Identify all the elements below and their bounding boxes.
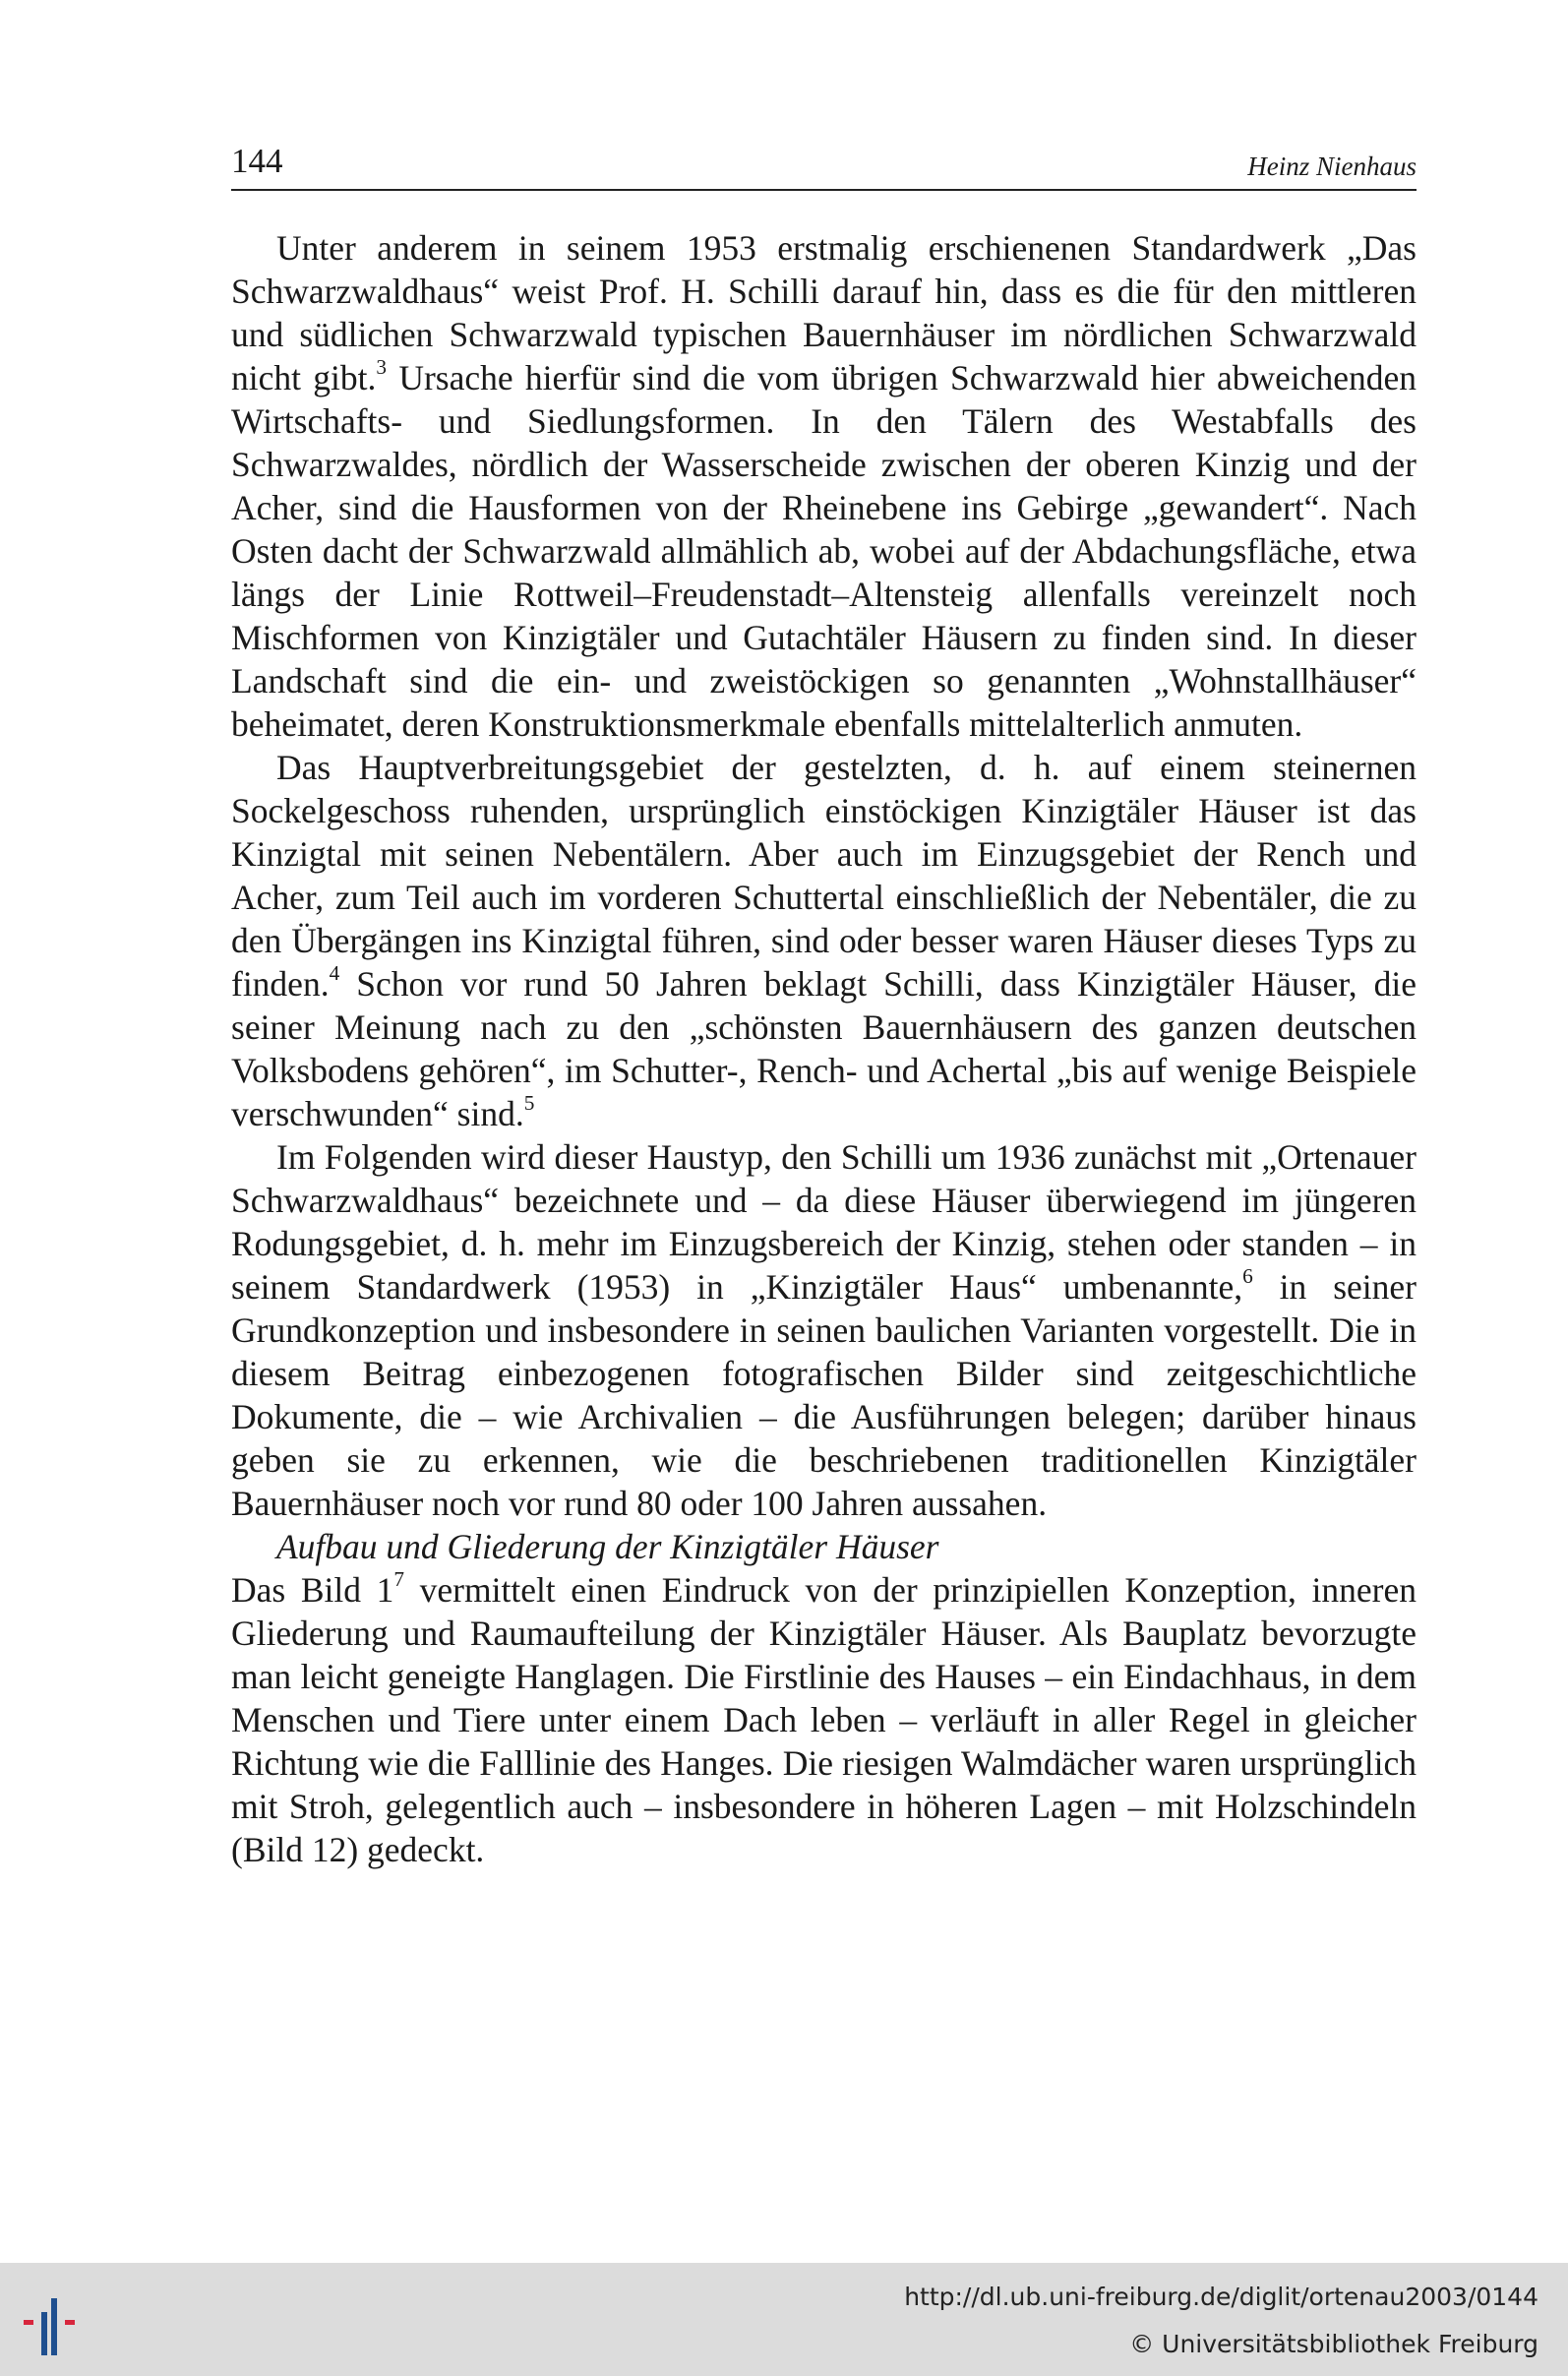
paragraph-1-text-cont: Ursache hierfür sind die vom übrigen Schwarzwald hier abweichenden Wirtschafts- und Siedlungsformen. In den Tälern des Westabfalls des Schwarzwaldes, nördlich der Wasserscheide zwischen der oberen Kinzig und der Acher, sind die Hausformen von der Rheinebene ins Gebirge „gewandert“. Nach Osten dacht der Schwarzwald allmählich ab, wobei auf der Abdachungsfläche, etwa längs der Linie Rottweil–Freudenstadt–Altensteig allenfalls vereinzelt noch Mischformen von Kinzigtäler und Gutachtäler Häusern zu finden sind. In dieser Landschaft sind die ein- und zweistöckigen so genannten „Wohnstallhäuser“ beheimatet, deren Konstruktionsmerkmale ebenfalls mittelalterlich anmuten. — [231, 358, 1417, 744]
permalink-url[interactable]: http://dl.ub.uni-freiburg.de/diglit/ortenau2003/0144 — [904, 2283, 1538, 2311]
footnote-ref-7: 7 — [393, 1567, 405, 1592]
paragraph-2-text-cont: Schon vor rund 50 Jahren beklagt Schilli, dass Kinzigtäler Häuser, die seiner Meinung nach zu den „schönsten Bauernhäusern des ganzen deutschen Volksbodens gehören“, im Schutter-, Rench- und Achertal „bis auf wenige Beispiele verschwunden“ sind. — [231, 964, 1417, 1133]
paragraph-2-text: Das Hauptverbreitungsgebiet der gestelzten, d. h. auf einem steinernen Sockelgeschoss ruhenden, ursprünglich einstöckigen Kinzigtäler Häuser ist das Kinzigtal mit seinen Nebentälern. Aber auch im Einzugsgebiet der Rench und Acher, zum Teil auch im vorderen Schuttertal einschließlich der Nebentäler, die zu den Übergängen ins Kinzigtal führen, sind oder besser waren Häuser dieses Typs zu finden. — [231, 748, 1417, 1004]
paragraph-3 — [231, 1135, 1417, 1525]
paragraph-3-text: Im Folgenden wird dieser Haustyp, den Schilli um 1936 zunächst mit „Ortenauer Schwarzwaldhaus“ bezeichnete und – da diese Häuser überwiegend im jüngeren Rodungsgebiet, d. h. mehr im Einzugsbereich der Kinzig, stehen oder standen – in seinem Standardwerk (1953) in „Kinzigtäler Haus“ umbenannte, — [231, 1137, 1417, 1307]
page-header — [231, 142, 1417, 191]
ub-freiburg-logo-icon — [22, 2298, 100, 2357]
paragraph-4-text: Das Bild 1 — [231, 1570, 394, 1610]
footnote-ref-4: 4 — [329, 961, 340, 986]
paragraph-4-text-cont: vermittelt einen Eindruck von der prinzipiellen Konzeption, inneren Gliederung und Raumaufteilung der Kinzigtäler Häuser. Als Bauplatz bevorzugte man leicht geneigte Hanglagen. Die Firstlinie des Hauses – ein Eindachhaus, in dem Menschen und Tiere unter einem Dach leben – verläuft in aller Regel in gleicher Richtung wie die Falllinie des Hanges. Die riesigen Walmdächer waren ursprünglich mit Stroh, gelegentlich auch – insbesondere in höheren Lagen – mit Holzschindeln (Bild 12) gedeckt. — [231, 1570, 1417, 1869]
footnote-ref-3: 3 — [376, 355, 388, 380]
paragraph-4 — [231, 1568, 1417, 1871]
paragraph-3-text-cont: in seiner Grundkonzeption und insbesondere in seinen baulichen Varianten vorgestellt. Die in diesem Beitrag einbezogenen fotografischen Bilder sind zeitgeschichtliche Dokumente, die – wie Archivalien – die Ausführungen belegen; darüber hinaus geben sie zu erkennen, wie die beschriebenen traditionellen Kinzigtäler Bauernhäuser noch vor rund 80 oder 100 Jahren aussahen. — [231, 1267, 1417, 1523]
paragraph-1-text: Unter anderem in seinem 1953 erstmalig erschienenen Standardwerk „Das Schwarzwaldhaus“ weist Prof. H. Schilli darauf hin, dass es die für den mittleren und südlichen Schwarzwald typischen Bauernhäuser im nördlichen Schwarzwald nicht gibt. — [231, 228, 1417, 397]
paragraph-1 — [231, 226, 1417, 746]
copyright-notice: © Universitätsbibliothek Freiburg — [1129, 2330, 1538, 2358]
section-heading: Aufbau und Gliederung der Kinzigtäler Häuser — [276, 1527, 939, 1566]
page-number: 144 — [231, 142, 283, 180]
running-head: Heinz Nienhaus — [1247, 152, 1417, 181]
paragraph-2 — [231, 746, 1417, 1135]
viewer-footer-bar — [0, 2263, 1568, 2376]
body-text — [231, 226, 1417, 1871]
footnote-ref-6: 6 — [1242, 1264, 1253, 1289]
footnote-ref-5: 5 — [523, 1091, 535, 1116]
